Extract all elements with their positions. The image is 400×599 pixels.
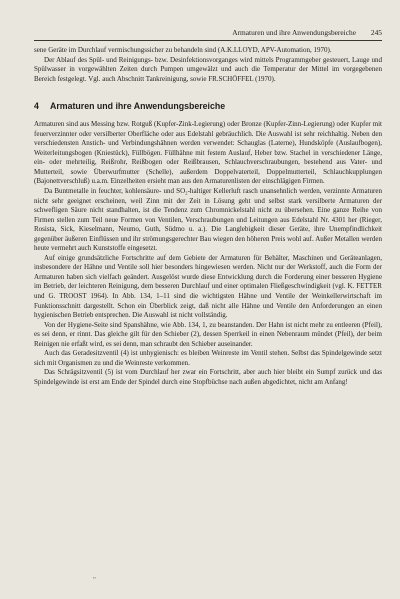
paragraph: Von der Hygiene-Seite sind Spanshähne, wie Abb. 134, 1, zu beanstanden. Der Hahn ist nicht mehr zu entleeren (Pfeil), es sei denn, er rinnt. Das gleiche gilt für den Schieber (2), dessen Sperrkeil in einen Nebenraum mündet (Pfeil), der beim Reinigen nie erfaßt wird, es sei denn, man schraubt den Schieber auseinander. xyxy=(34,320,382,348)
paragraph: Auch das Geradesitzventil (4) ist unhygienisch: es bleiben Weinreste im Ventil stehen. Selbst das Spindelgewinde setzt sich mit Organismen zu und die Weinreste verkommen. xyxy=(34,349,382,367)
running-title: Armaturen und ihre Anwendungsbereiche xyxy=(232,28,356,37)
body-text xyxy=(34,46,382,388)
running-header xyxy=(34,28,382,40)
paragraph: Armaturen sind aus Messing bzw. Rotguß (Kupfer-Zink-Legierung) oder Bronze (Kupfer-Zinn-Legierung) oder Kupfer mit feuerverzinnter oder versilberter Oberfläche oder aus Edelstahl gebräuchlich. Die Auswahl ist sehr reichhaltig. Neben den verschiedensten Anstich- und Verbindungshähnen werden verwendet: Schauglas (Laterne), Hundsköpfe (Auslaufbogen), Weiterleitungsbogen (Kniestück), Füllbögen. Füllhähne mit festem Auslauf, Heber bzw. Stachel in verschiedener Länge, ein- oder mehrteilig, Reißrohr, Reißbogen oder Reißbrausen, Schlauchverschraubungen, bestehend aus Vater- und Mutterteil, sowie Überwurfmutter (Schelle), außerdem Doppelvaterteil, Doppelmutterteil, Schlauchkupplungen (Bajonettverschluß) u.a.m. Einzelheiten ersieht man aus den Armaturenlisten der einschlägigen Firmen. xyxy=(34,120,382,186)
section-title: Armaturen und ihre Anwendungsbereiche xyxy=(50,101,226,112)
paragraph: Der Ablauf des Spül- und Reinigungs- bzw. Desinfektionsvorganges wird mittels Programmgeber gesteuert, Lauge und Spülwasser in vorgewählten Zeiten durch Pumpen umgewälzt und auch die Temperatur der Mittel im vorgegebenen Bereich festgelegt. Vgl. auch Abschnitt Tankreinigung, sowie FR.SCHÖFFEL (1970). xyxy=(34,55,382,83)
paragraph: Das Schrägsitzventil (5) ist vom Durchlauf her zwar ein Fortschritt, aber auch hier bleibt ein Sumpf zurück und das Spindelgewinde ist erst am Ende der Spindel durch eine Stopfbüchse nach außen abgedichtet, nicht am Anfang! xyxy=(34,368,382,386)
section-number: 4 xyxy=(34,101,39,112)
paragraph: Auf einige grundsätzliche Fortschritte auf dem Gebiete der Armaturen für Behälter, Maschinen und Geräteanlagen, insbesondere der Hähne und Ventile soll hier besonders hingewiesen werden. Nicht nur der Werkstoff, auch die Form der Armaturen haben sich vielfach geändert. Ausgelöst wurde diese Entwicklung durch die Forderung einer besseren Hygiene im Betrieb, der leichteren Reinigung, dem besseren Durchlauf und einer optimalen Fließgeschwindigkeit (vgl. K. FETTER und G. TROOST 1964). In Abb. 134, 1–11 sind die wichtigsten Hähne und Ventile der Weinkellerwirtschaft im Funktionsschnitt dargestellt. Schon ein Überblick zeigt, daß nicht alle Hähne und Ventile den Anforderungen an einen hygienischen Betrieb entsprechen. Die Auswahl ist nicht vollständig. xyxy=(34,253,382,320)
page-mark: " xyxy=(93,576,96,584)
page-number: 245 xyxy=(370,28,382,37)
paragraph: Da Buntmetalle in feuchter, kohlensäure- und SO₂-haltiger Kellerluft rasch unansehnlich werden, verzinnte Armaturen nicht sehr geeignet erscheinen, weil Zinn mit der Zeit in Lösung geht und selbst stark versilberte Armaturen der schwefligen Säure nicht standhalten, ist die Tendenz zum Chromnickelstahl nicht zu übersehen. Eine ganze Reihe von Firmen stellen zum Teil neue Formen von Ventilen, Verschraubungen und Leitungen aus Edelstahl Nr. 4301 her (Rieger, Rosista, Sick, Kieselmann, Neumo, Guth, Südmo u. a.). Die Langlebigkeit dieser Geräte, ihre Unempfindlichkeit gegenüber äußeren Einflüssen und ihr strömungsgerechter Bau wiegen den höheren Preis wohl auf. Außer Metallen werden heute vermehrt auch Kunststoffe eingesetzt. xyxy=(34,187,382,253)
section-heading xyxy=(34,100,382,112)
header-divider xyxy=(34,40,382,41)
paragraph: sene Geräte im Durchlauf vermischungssicher zu behandeln sind (A.K.LLOYD, APV-Automation, 1970). xyxy=(34,46,332,54)
